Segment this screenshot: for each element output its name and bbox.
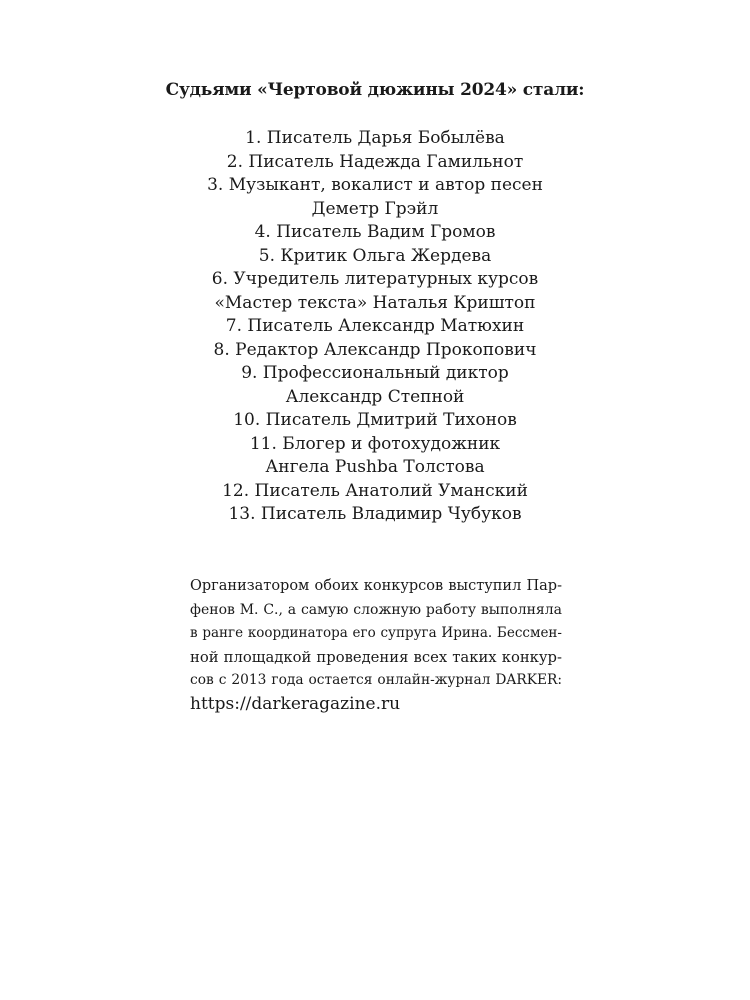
judge-line: 8. Редактор Александр Прокопович bbox=[213, 339, 537, 360]
organizer-paragraph bbox=[190, 575, 562, 716]
judges-list bbox=[0, 127, 750, 527]
judge-line: 9. Профессиональный диктор bbox=[241, 363, 509, 383]
judge-line: Деметр Грэйл bbox=[311, 198, 439, 219]
judge-line: 10. Писатель Дмитрий Тихонов bbox=[233, 410, 517, 430]
judge-line: 12. Писатель Анатолий Уманский bbox=[222, 480, 528, 501]
section-heading: Судьями «Чертовой дюжины 2024» стали: bbox=[165, 80, 585, 100]
judge-line: «Мастер текста» Наталья Криштоп bbox=[214, 292, 536, 313]
paragraph-line: сов с 2013 года остается онлайн-журнал DARKER: bbox=[190, 672, 562, 688]
judge-line: 6. Учредитель литературных курсов bbox=[211, 269, 539, 289]
paragraph-line: Организатором обоих конкурсов выступил Пар- bbox=[190, 578, 562, 594]
paragraph-line: ной площадкой проведения всех таких конкур- bbox=[190, 648, 562, 666]
judge-line: 11. Блогер и фотохудожник bbox=[249, 433, 501, 454]
judge-line: 3. Музыкант, вокалист и автор песен bbox=[207, 175, 543, 195]
judge-line: 5. Критик Ольга Жердева bbox=[258, 245, 492, 266]
judge-line: Александр Степной bbox=[285, 386, 465, 407]
judge-line: 13. Писатель Владимир Чубуков bbox=[228, 504, 522, 524]
judge-line: 4. Писатель Вадим Громов bbox=[254, 222, 496, 242]
judge-line: 2. Писатель Надежда Гамильнот bbox=[226, 151, 524, 172]
judge-line: 7. Писатель Александр Матюхин bbox=[225, 316, 525, 336]
paragraph-line: фенов М. С., а самую сложную работу выполняла bbox=[190, 601, 562, 618]
judge-line: Ангела Pushba Толстова bbox=[265, 457, 485, 477]
paragraph-line: в ранге координатора его супруга Ирина. Бессмен- bbox=[190, 625, 562, 641]
judge-line: 1. Писатель Дарья Бобылёва bbox=[245, 128, 505, 148]
website-link[interactable]: https://darkeragazine.ru bbox=[190, 693, 401, 714]
